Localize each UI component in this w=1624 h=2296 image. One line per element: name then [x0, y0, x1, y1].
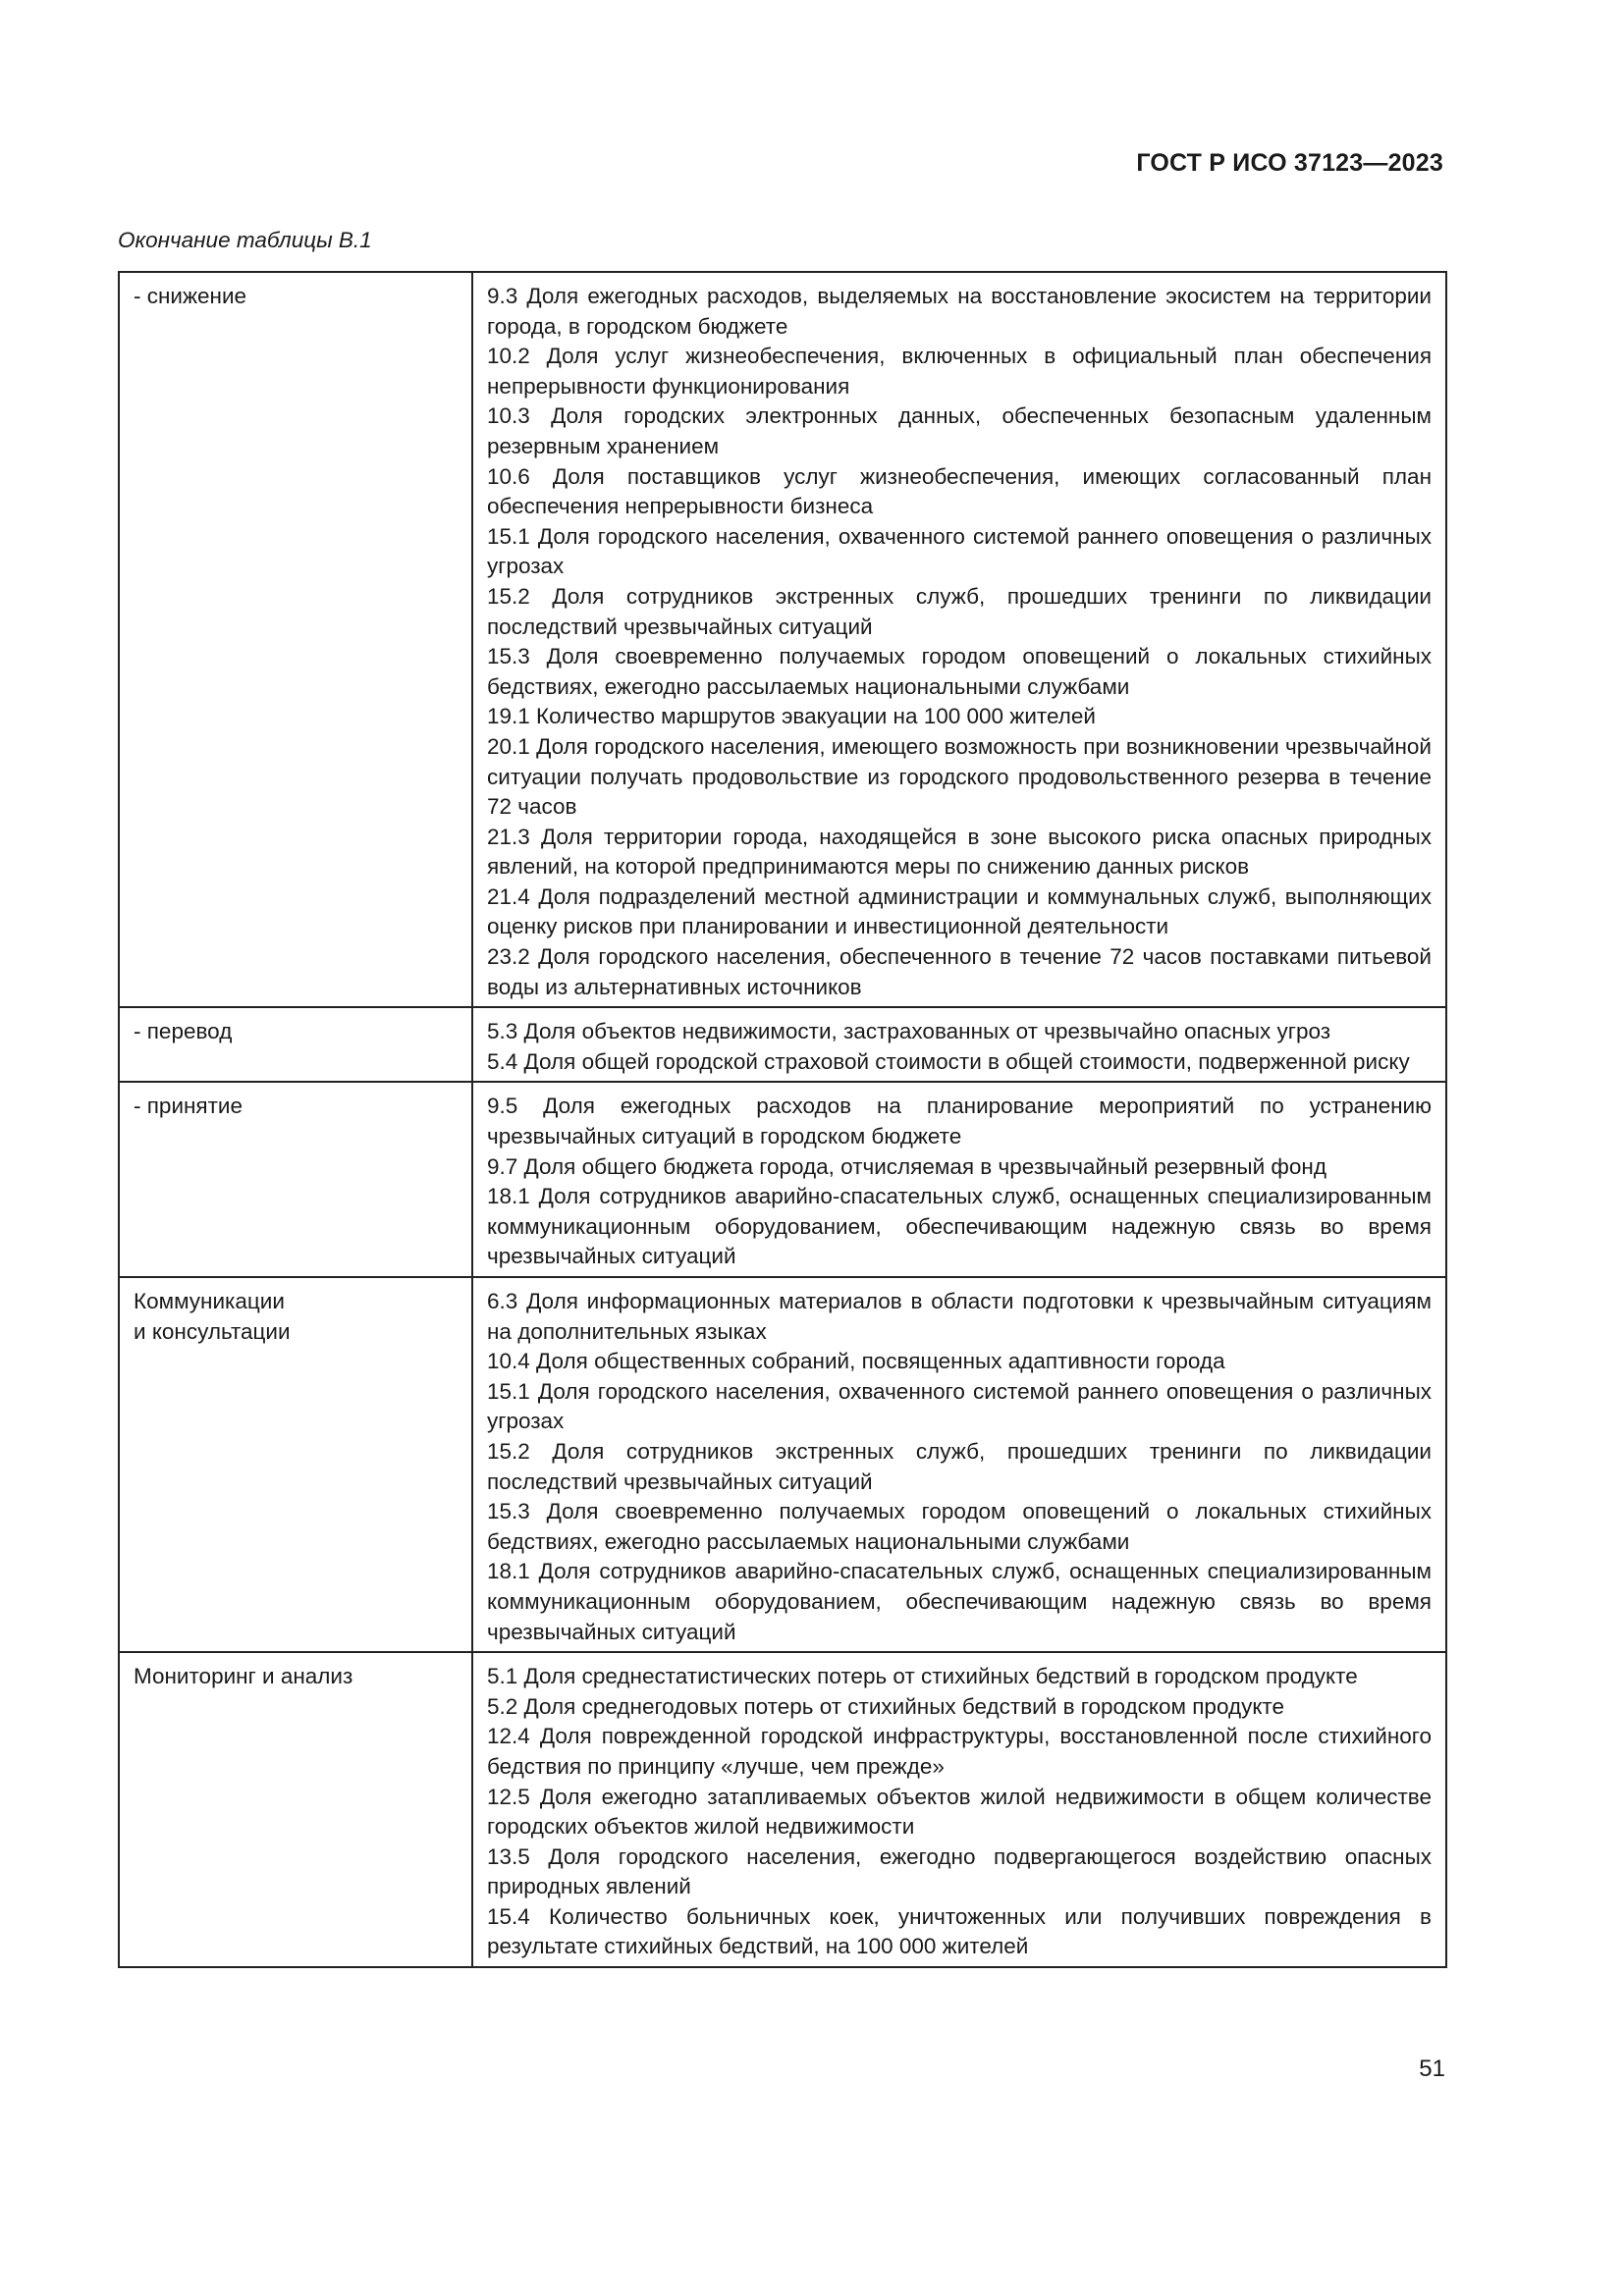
category-label: Мониторинг и анализ [134, 1664, 353, 1689]
indicator-item: 15.2 Доля сотрудников экстренных служб, прошедших тренинги по ликвидации последствий чрезвычайных ситуаций [487, 1438, 1432, 1494]
indicator-item: 10.2 Доля услуг жизнеобеспечения, включенных в официальный план обеспечения непрерывности функционирования [487, 344, 1432, 399]
table-body [119, 272, 1446, 1967]
indicator-item: 9.7 Доля общего бюджета города, отчисляемая в чрезвычайный резервный фонд [487, 1153, 1326, 1179]
table-row [119, 272, 1446, 1007]
indicator-item: 15.1 Доля городского населения, охваченного системой раннего оповещения о различных угрозах [487, 1378, 1432, 1434]
indicator-item: 15.1 Доля городского населения, охваченного системой раннего оповещения о различных угрозах [487, 523, 1432, 579]
indicator-item: 9.5 Доля ежегодных расходов на планирование мероприятий по устранению чрезвычайных ситуаций в городском бюджете [487, 1094, 1432, 1149]
indicator-item: 12.4 Доля поврежденной городской инфраструктуры, восстановленной после стихийного бедствия по принципу «лучше, чем прежде» [487, 1724, 1432, 1779]
table-caption: Окончание таблицы В.1 [118, 228, 372, 252]
indicator-item: 19.1 Количество маршрутов эвакуации на 100 000 жителей [487, 704, 1096, 729]
category-cell [119, 272, 472, 1007]
indicators-cell [472, 1277, 1446, 1652]
category-cell [119, 1007, 472, 1082]
indicators-cell [472, 1007, 1446, 1082]
category-cell [119, 1652, 472, 1967]
indicator-item: 12.5 Доля ежегодно затапливаемых объектов жилой недвижимости в общем количестве городских объектов жилой недвижимости [487, 1784, 1432, 1840]
indicators-cell [472, 272, 1446, 1007]
indicator-item: 21.3 Доля территории города, находящейся в зоне высокого риска опасных природных явлений, на которой предпринимаются меры по снижению данных рисков [487, 824, 1432, 880]
indicator-item: 5.4 Доля общей городской страховой стоимости в общей стоимости, подверженной риску [487, 1048, 1410, 1074]
category-label: - перевод [134, 1019, 233, 1044]
indicator-item: 18.1 Доля сотрудников аварийно-спасательных служб, оснащенных специализированным коммуникационным оборудованием, обеспечивающим надежную связь во время чрезвычайных ситуаций [487, 1184, 1432, 1269]
category-label: - принятие [134, 1094, 244, 1119]
table-row [119, 1082, 1446, 1277]
indicator-item: 5.2 Доля среднегодовых потерь от стихийных бедствий в городском продукте [487, 1693, 1284, 1719]
category-label: Коммуникации [134, 1289, 285, 1313]
indicator-item: 10.6 Доля поставщиков услуг жизнеобеспечения, имеющих согласованный план обеспечения непрерывности бизнеса [487, 463, 1432, 519]
indicator-item: 10.4 Доля общественных собраний, посвященных адаптивности города [487, 1349, 1225, 1374]
table-row [119, 1652, 1446, 1967]
indicator-item: 15.4 Количество больничных коек, уничтоженных или получивших повреждения в результате стихийных бедствий, на 100 000 жителей [487, 1903, 1432, 1959]
indicators-cell [472, 1082, 1446, 1277]
category-cell [119, 1082, 472, 1277]
indicators-cell [472, 1652, 1446, 1967]
indicator-item: 15.2 Доля сотрудников экстренных служб, прошедших тренинги по ликвидации последствий чрезвычайных ситуаций [487, 583, 1432, 639]
category-label: - снижение [134, 284, 247, 308]
indicator-item: 9.3 Доля ежегодных расходов, выделяемых на восстановление экосистем на территории города, в городском бюджете [487, 284, 1432, 339]
indicator-item: 13.5 Доля городского населения, ежегодно подвергающегося воздействию опасных природных явлений [487, 1843, 1432, 1899]
category-label: и консультации [134, 1318, 291, 1344]
indicator-item: 5.3 Доля объектов недвижимости, застрахованных от чрезвычайно опасных угроз [487, 1019, 1331, 1044]
table-row [119, 1277, 1446, 1652]
indicator-item: 18.1 Доля сотрудников аварийно-спасательных служб, оснащенных специализированным коммуникационным оборудованием, обеспечивающим надежную связь во время чрезвычайных ситуаций [487, 1559, 1432, 1644]
indicator-item: 15.3 Доля своевременно получаемых городом оповещений о локальных стихийных бедствиях, ежегодно рассылаемых национальными службами [487, 644, 1432, 699]
indicator-item: 10.3 Доля городских электронных данных, обеспеченных безопасным удаленным резервным хранением [487, 403, 1432, 458]
indicator-item: 15.3 Доля своевременно получаемых городом оповещений о локальных стихийных бедствиях, ежегодно рассылаемых национальными службами [487, 1499, 1432, 1554]
category-cell [119, 1277, 472, 1652]
indicator-item: 6.3 Доля информационных материалов в области подготовки к чрезвычайным ситуациям на дополнительных языках [487, 1289, 1432, 1344]
indicator-item: 21.4 Доля подразделений местной администрации и коммунальных служб, выполняющих оценку рисков при планировании и инвестиционной деятельности [487, 883, 1432, 939]
indicator-item: 5.1 Доля среднестатистических потерь от стихийных бедствий в городском продукте [487, 1664, 1358, 1689]
indicator-item: 20.1 Доля городского населения, имеющего возможность при возникновении чрезвычайной ситуации получать продовольствие из городского продовольственного резерва в течение 72 часов [487, 733, 1432, 820]
standard-designation: ГОСТ Р ИСО 37123—2023 [1136, 149, 1443, 177]
indicator-item: 23.2 Доля городского населения, обеспеченного в течение 72 часов поставками питьевой воды из альтернативных источников [487, 944, 1432, 999]
table-row [119, 1007, 1446, 1082]
indicator-table [118, 271, 1447, 1968]
page-number: 51 [1419, 2056, 1445, 2082]
